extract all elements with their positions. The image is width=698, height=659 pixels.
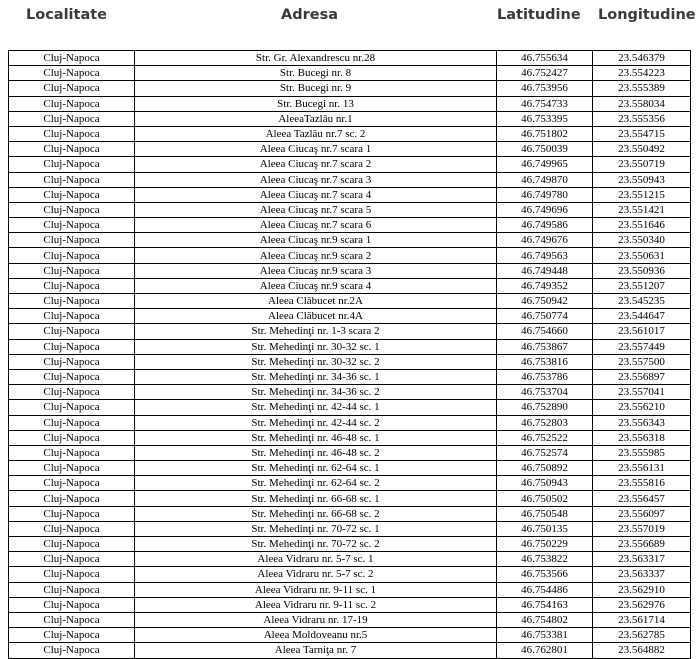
cell-latitudine: 46.751802 — [497, 126, 593, 141]
cell-longitudine: 23.562976 — [593, 597, 691, 612]
cell-latitudine: 46.754733 — [497, 96, 593, 111]
table-row — [9, 294, 691, 309]
cell-longitudine: 23.557041 — [593, 385, 691, 400]
table-row — [9, 400, 691, 415]
cell-localitate: Cluj-Napoca — [9, 476, 135, 491]
cell-adresa: Aleea Vidraru nr. 17-19 — [135, 612, 497, 627]
cell-localitate: Cluj-Napoca — [9, 96, 135, 111]
cell-adresa: Aleea Clăbucet nr.2A — [135, 294, 497, 309]
table-row — [9, 643, 691, 658]
cell-localitate: Cluj-Napoca — [9, 415, 135, 430]
cell-latitudine: 46.749780 — [497, 187, 593, 202]
cell-latitudine: 46.752427 — [497, 66, 593, 81]
cell-latitudine: 46.749563 — [497, 248, 593, 263]
cell-localitate: Cluj-Napoca — [9, 51, 135, 66]
cell-latitudine: 46.752803 — [497, 415, 593, 430]
cell-latitudine: 46.753956 — [497, 81, 593, 96]
locations-table — [8, 50, 691, 659]
cell-adresa: Str. Mehedinţi nr. 42-44 sc. 1 — [135, 400, 497, 415]
cell-adresa: Str. Mehedinţi nr. 66-68 sc. 2 — [135, 506, 497, 521]
table-row — [9, 248, 691, 263]
cell-latitudine: 46.753566 — [497, 567, 593, 582]
cell-adresa: Str. Mehedinţi nr. 42-44 sc. 2 — [135, 415, 497, 430]
cell-longitudine: 23.554223 — [593, 66, 691, 81]
cell-localitate: Cluj-Napoca — [9, 445, 135, 460]
cell-localitate: Cluj-Napoca — [9, 491, 135, 506]
cell-latitudine: 46.752890 — [497, 400, 593, 415]
cell-longitudine: 23.564882 — [593, 643, 691, 658]
cell-latitudine: 46.753395 — [497, 111, 593, 126]
cell-longitudine: 23.551207 — [593, 278, 691, 293]
table-header — [0, 0, 698, 36]
cell-adresa: Aleea Tazlău nr.7 sc. 2 — [135, 126, 497, 141]
header-localitate: Localitate — [26, 7, 108, 23]
table-row — [9, 51, 691, 66]
cell-localitate: Cluj-Napoca — [9, 537, 135, 552]
cell-adresa: Str. Mehedinţi nr. 34-36 sc. 2 — [135, 385, 497, 400]
cell-adresa: Aleea Clăbucet nr.4A — [135, 309, 497, 324]
cell-localitate: Cluj-Napoca — [9, 218, 135, 233]
table-row — [9, 187, 691, 202]
header-latitudine: Latitudine — [497, 7, 581, 23]
table-row — [9, 369, 691, 384]
cell-localitate: Cluj-Napoca — [9, 187, 135, 202]
cell-latitudine: 46.753704 — [497, 385, 593, 400]
cell-latitudine: 46.750229 — [497, 537, 593, 552]
cell-localitate: Cluj-Napoca — [9, 111, 135, 126]
cell-localitate: Cluj-Napoca — [9, 597, 135, 612]
cell-localitate: Cluj-Napoca — [9, 142, 135, 157]
table-row — [9, 278, 691, 293]
cell-latitudine: 46.749448 — [497, 263, 593, 278]
cell-adresa: Aleea Ciucaş nr.7 scara 3 — [135, 172, 497, 187]
cell-latitudine: 46.752522 — [497, 430, 593, 445]
table-row — [9, 445, 691, 460]
cell-longitudine: 23.555816 — [593, 476, 691, 491]
cell-adresa: Aleea Vidraru nr. 9-11 sc. 2 — [135, 597, 497, 612]
table-row — [9, 537, 691, 552]
cell-adresa: Aleea Ciucaş nr.7 scara 4 — [135, 187, 497, 202]
table-row — [9, 172, 691, 187]
cell-longitudine: 23.551646 — [593, 218, 691, 233]
cell-localitate: Cluj-Napoca — [9, 628, 135, 643]
cell-longitudine: 23.545235 — [593, 294, 691, 309]
cell-longitudine: 23.551421 — [593, 202, 691, 217]
cell-longitudine: 23.556897 — [593, 369, 691, 384]
table-row — [9, 521, 691, 536]
cell-adresa: Str. Mehedinţi nr. 66-68 sc. 1 — [135, 491, 497, 506]
table-body — [9, 51, 691, 659]
cell-adresa: Aleea Ciucaş nr.7 scara 2 — [135, 157, 497, 172]
cell-localitate: Cluj-Napoca — [9, 294, 135, 309]
cell-localitate: Cluj-Napoca — [9, 400, 135, 415]
cell-longitudine: 23.562785 — [593, 628, 691, 643]
cell-longitudine: 23.561714 — [593, 612, 691, 627]
cell-localitate: Cluj-Napoca — [9, 81, 135, 96]
cell-adresa: Str. Mehedinţi nr. 70-72 sc. 2 — [135, 537, 497, 552]
cell-adresa: Str. Mehedinţi nr. 30-32 sc. 2 — [135, 354, 497, 369]
cell-adresa: Aleea Ciucaş nr.9 scara 3 — [135, 263, 497, 278]
cell-adresa: Str. Mehedinţi nr. 62-64 sc. 1 — [135, 461, 497, 476]
cell-latitudine: 46.753867 — [497, 339, 593, 354]
table-row — [9, 612, 691, 627]
cell-localitate: Cluj-Napoca — [9, 643, 135, 658]
cell-longitudine: 23.556131 — [593, 461, 691, 476]
cell-localitate: Cluj-Napoca — [9, 263, 135, 278]
table-row — [9, 567, 691, 582]
cell-latitudine: 46.754486 — [497, 582, 593, 597]
cell-longitudine: 23.544647 — [593, 309, 691, 324]
cell-longitudine: 23.550943 — [593, 172, 691, 187]
table-row — [9, 506, 691, 521]
cell-localitate: Cluj-Napoca — [9, 354, 135, 369]
cell-longitudine: 23.551215 — [593, 187, 691, 202]
cell-localitate: Cluj-Napoca — [9, 339, 135, 354]
cell-latitudine: 46.749696 — [497, 202, 593, 217]
cell-localitate: Cluj-Napoca — [9, 430, 135, 445]
header-longitudine: Longitudine — [598, 7, 696, 23]
cell-adresa: Str. Gr. Alexandrescu nr.28 — [135, 51, 497, 66]
cell-localitate: Cluj-Napoca — [9, 521, 135, 536]
cell-latitudine: 46.754163 — [497, 597, 593, 612]
cell-latitudine: 46.749676 — [497, 233, 593, 248]
cell-localitate: Cluj-Napoca — [9, 385, 135, 400]
table-row — [9, 461, 691, 476]
table-row — [9, 218, 691, 233]
cell-localitate: Cluj-Napoca — [9, 506, 135, 521]
table-row — [9, 339, 691, 354]
cell-longitudine: 23.558034 — [593, 96, 691, 111]
cell-latitudine: 46.750774 — [497, 309, 593, 324]
cell-adresa: Aleea Tarniţa nr. 7 — [135, 643, 497, 658]
cell-adresa: AleeaTazlău nr.1 — [135, 111, 497, 126]
cell-latitudine: 46.753786 — [497, 369, 593, 384]
table-row — [9, 597, 691, 612]
cell-adresa: Str. Mehedinţi nr. 30-32 sc. 1 — [135, 339, 497, 354]
cell-localitate: Cluj-Napoca — [9, 324, 135, 339]
cell-adresa: Str. Bucegi nr. 9 — [135, 81, 497, 96]
cell-latitudine: 46.750943 — [497, 476, 593, 491]
table-row — [9, 354, 691, 369]
cell-longitudine: 23.550631 — [593, 248, 691, 263]
cell-localitate: Cluj-Napoca — [9, 369, 135, 384]
header-adresa: Adresa — [281, 7, 339, 23]
cell-latitudine: 46.750548 — [497, 506, 593, 521]
cell-latitudine: 46.750502 — [497, 491, 593, 506]
cell-latitudine: 46.753816 — [497, 354, 593, 369]
cell-latitudine: 46.750942 — [497, 294, 593, 309]
cell-latitudine: 46.753381 — [497, 628, 593, 643]
cell-latitudine: 46.749870 — [497, 172, 593, 187]
cell-longitudine: 23.556210 — [593, 400, 691, 415]
cell-adresa: Aleea Vidraru nr. 5-7 sc. 2 — [135, 567, 497, 582]
table-row — [9, 385, 691, 400]
cell-longitudine: 23.562910 — [593, 582, 691, 597]
cell-latitudine: 46.754802 — [497, 612, 593, 627]
cell-adresa: Str. Bucegi nr. 8 — [135, 66, 497, 81]
cell-latitudine: 46.752574 — [497, 445, 593, 460]
table-row — [9, 430, 691, 445]
cell-adresa: Str. Mehedinţi nr. 46-48 sc. 1 — [135, 430, 497, 445]
cell-localitate: Cluj-Napoca — [9, 66, 135, 81]
cell-latitudine: 46.750892 — [497, 461, 593, 476]
cell-longitudine: 23.557500 — [593, 354, 691, 369]
cell-longitudine: 23.557449 — [593, 339, 691, 354]
cell-adresa: Str. Mehedinţi nr. 34-36 sc. 1 — [135, 369, 497, 384]
cell-longitudine: 23.556097 — [593, 506, 691, 521]
cell-adresa: Str. Mehedinţi nr. 62-64 sc. 2 — [135, 476, 497, 491]
cell-adresa: Str. Mehedinţi nr. 46-48 sc. 2 — [135, 445, 497, 460]
cell-latitudine: 46.749352 — [497, 278, 593, 293]
cell-adresa: Aleea Ciucaş nr.9 scara 2 — [135, 248, 497, 263]
cell-longitudine: 23.556318 — [593, 430, 691, 445]
cell-latitudine: 46.750039 — [497, 142, 593, 157]
table-row — [9, 233, 691, 248]
cell-adresa: Aleea Ciucaş nr.7 scara 5 — [135, 202, 497, 217]
cell-longitudine: 23.555985 — [593, 445, 691, 460]
cell-adresa: Aleea Ciucaş nr.7 scara 6 — [135, 218, 497, 233]
cell-localitate: Cluj-Napoca — [9, 202, 135, 217]
cell-latitudine: 46.749965 — [497, 157, 593, 172]
table-row — [9, 202, 691, 217]
cell-latitudine: 46.762801 — [497, 643, 593, 658]
cell-longitudine: 23.557019 — [593, 521, 691, 536]
table-row — [9, 66, 691, 81]
cell-longitudine: 23.550340 — [593, 233, 691, 248]
table-row — [9, 96, 691, 111]
cell-localitate: Cluj-Napoca — [9, 309, 135, 324]
table-row — [9, 81, 691, 96]
cell-adresa: Str. Mehedinţi nr. 70-72 sc. 1 — [135, 521, 497, 536]
cell-latitudine: 46.749586 — [497, 218, 593, 233]
table-row — [9, 142, 691, 157]
cell-latitudine: 46.750135 — [497, 521, 593, 536]
table-row — [9, 309, 691, 324]
cell-longitudine: 23.550492 — [593, 142, 691, 157]
cell-localitate: Cluj-Napoca — [9, 126, 135, 141]
cell-adresa: Aleea Ciucaş nr.9 scara 4 — [135, 278, 497, 293]
table-row — [9, 157, 691, 172]
table-row — [9, 628, 691, 643]
cell-localitate: Cluj-Napoca — [9, 612, 135, 627]
cell-longitudine: 23.550719 — [593, 157, 691, 172]
table-row — [9, 491, 691, 506]
cell-latitudine: 46.755634 — [497, 51, 593, 66]
table-row — [9, 582, 691, 597]
table-row — [9, 126, 691, 141]
cell-longitudine: 23.555356 — [593, 111, 691, 126]
cell-adresa: Str. Mehedinţi nr. 1-3 scara 2 — [135, 324, 497, 339]
cell-longitudine: 23.563317 — [593, 552, 691, 567]
cell-latitudine: 46.754660 — [497, 324, 593, 339]
table-row — [9, 476, 691, 491]
cell-adresa: Aleea Ciucaş nr.9 scara 1 — [135, 233, 497, 248]
cell-localitate: Cluj-Napoca — [9, 157, 135, 172]
table-row — [9, 263, 691, 278]
cell-longitudine: 23.550936 — [593, 263, 691, 278]
cell-localitate: Cluj-Napoca — [9, 172, 135, 187]
cell-adresa: Str. Bucegi nr. 13 — [135, 96, 497, 111]
cell-adresa: Aleea Vidraru nr. 5-7 sc. 1 — [135, 552, 497, 567]
cell-localitate: Cluj-Napoca — [9, 248, 135, 263]
cell-localitate: Cluj-Napoca — [9, 582, 135, 597]
table-row — [9, 111, 691, 126]
cell-adresa: Aleea Ciucaş nr.7 scara 1 — [135, 142, 497, 157]
cell-longitudine: 23.556457 — [593, 491, 691, 506]
cell-longitudine: 23.546379 — [593, 51, 691, 66]
table-row — [9, 552, 691, 567]
cell-longitudine: 23.555389 — [593, 81, 691, 96]
cell-latitudine: 46.753822 — [497, 552, 593, 567]
cell-longitudine: 23.554715 — [593, 126, 691, 141]
cell-localitate: Cluj-Napoca — [9, 461, 135, 476]
cell-longitudine: 23.563337 — [593, 567, 691, 582]
table-row — [9, 324, 691, 339]
cell-longitudine: 23.556689 — [593, 537, 691, 552]
cell-localitate: Cluj-Napoca — [9, 278, 135, 293]
cell-localitate: Cluj-Napoca — [9, 567, 135, 582]
cell-longitudine: 23.556343 — [593, 415, 691, 430]
cell-localitate: Cluj-Napoca — [9, 552, 135, 567]
cell-longitudine: 23.561017 — [593, 324, 691, 339]
cell-localitate: Cluj-Napoca — [9, 233, 135, 248]
cell-adresa: Aleea Moldoveanu nr.5 — [135, 628, 497, 643]
cell-adresa: Aleea Vidraru nr. 9-11 sc. 1 — [135, 582, 497, 597]
table-row — [9, 415, 691, 430]
